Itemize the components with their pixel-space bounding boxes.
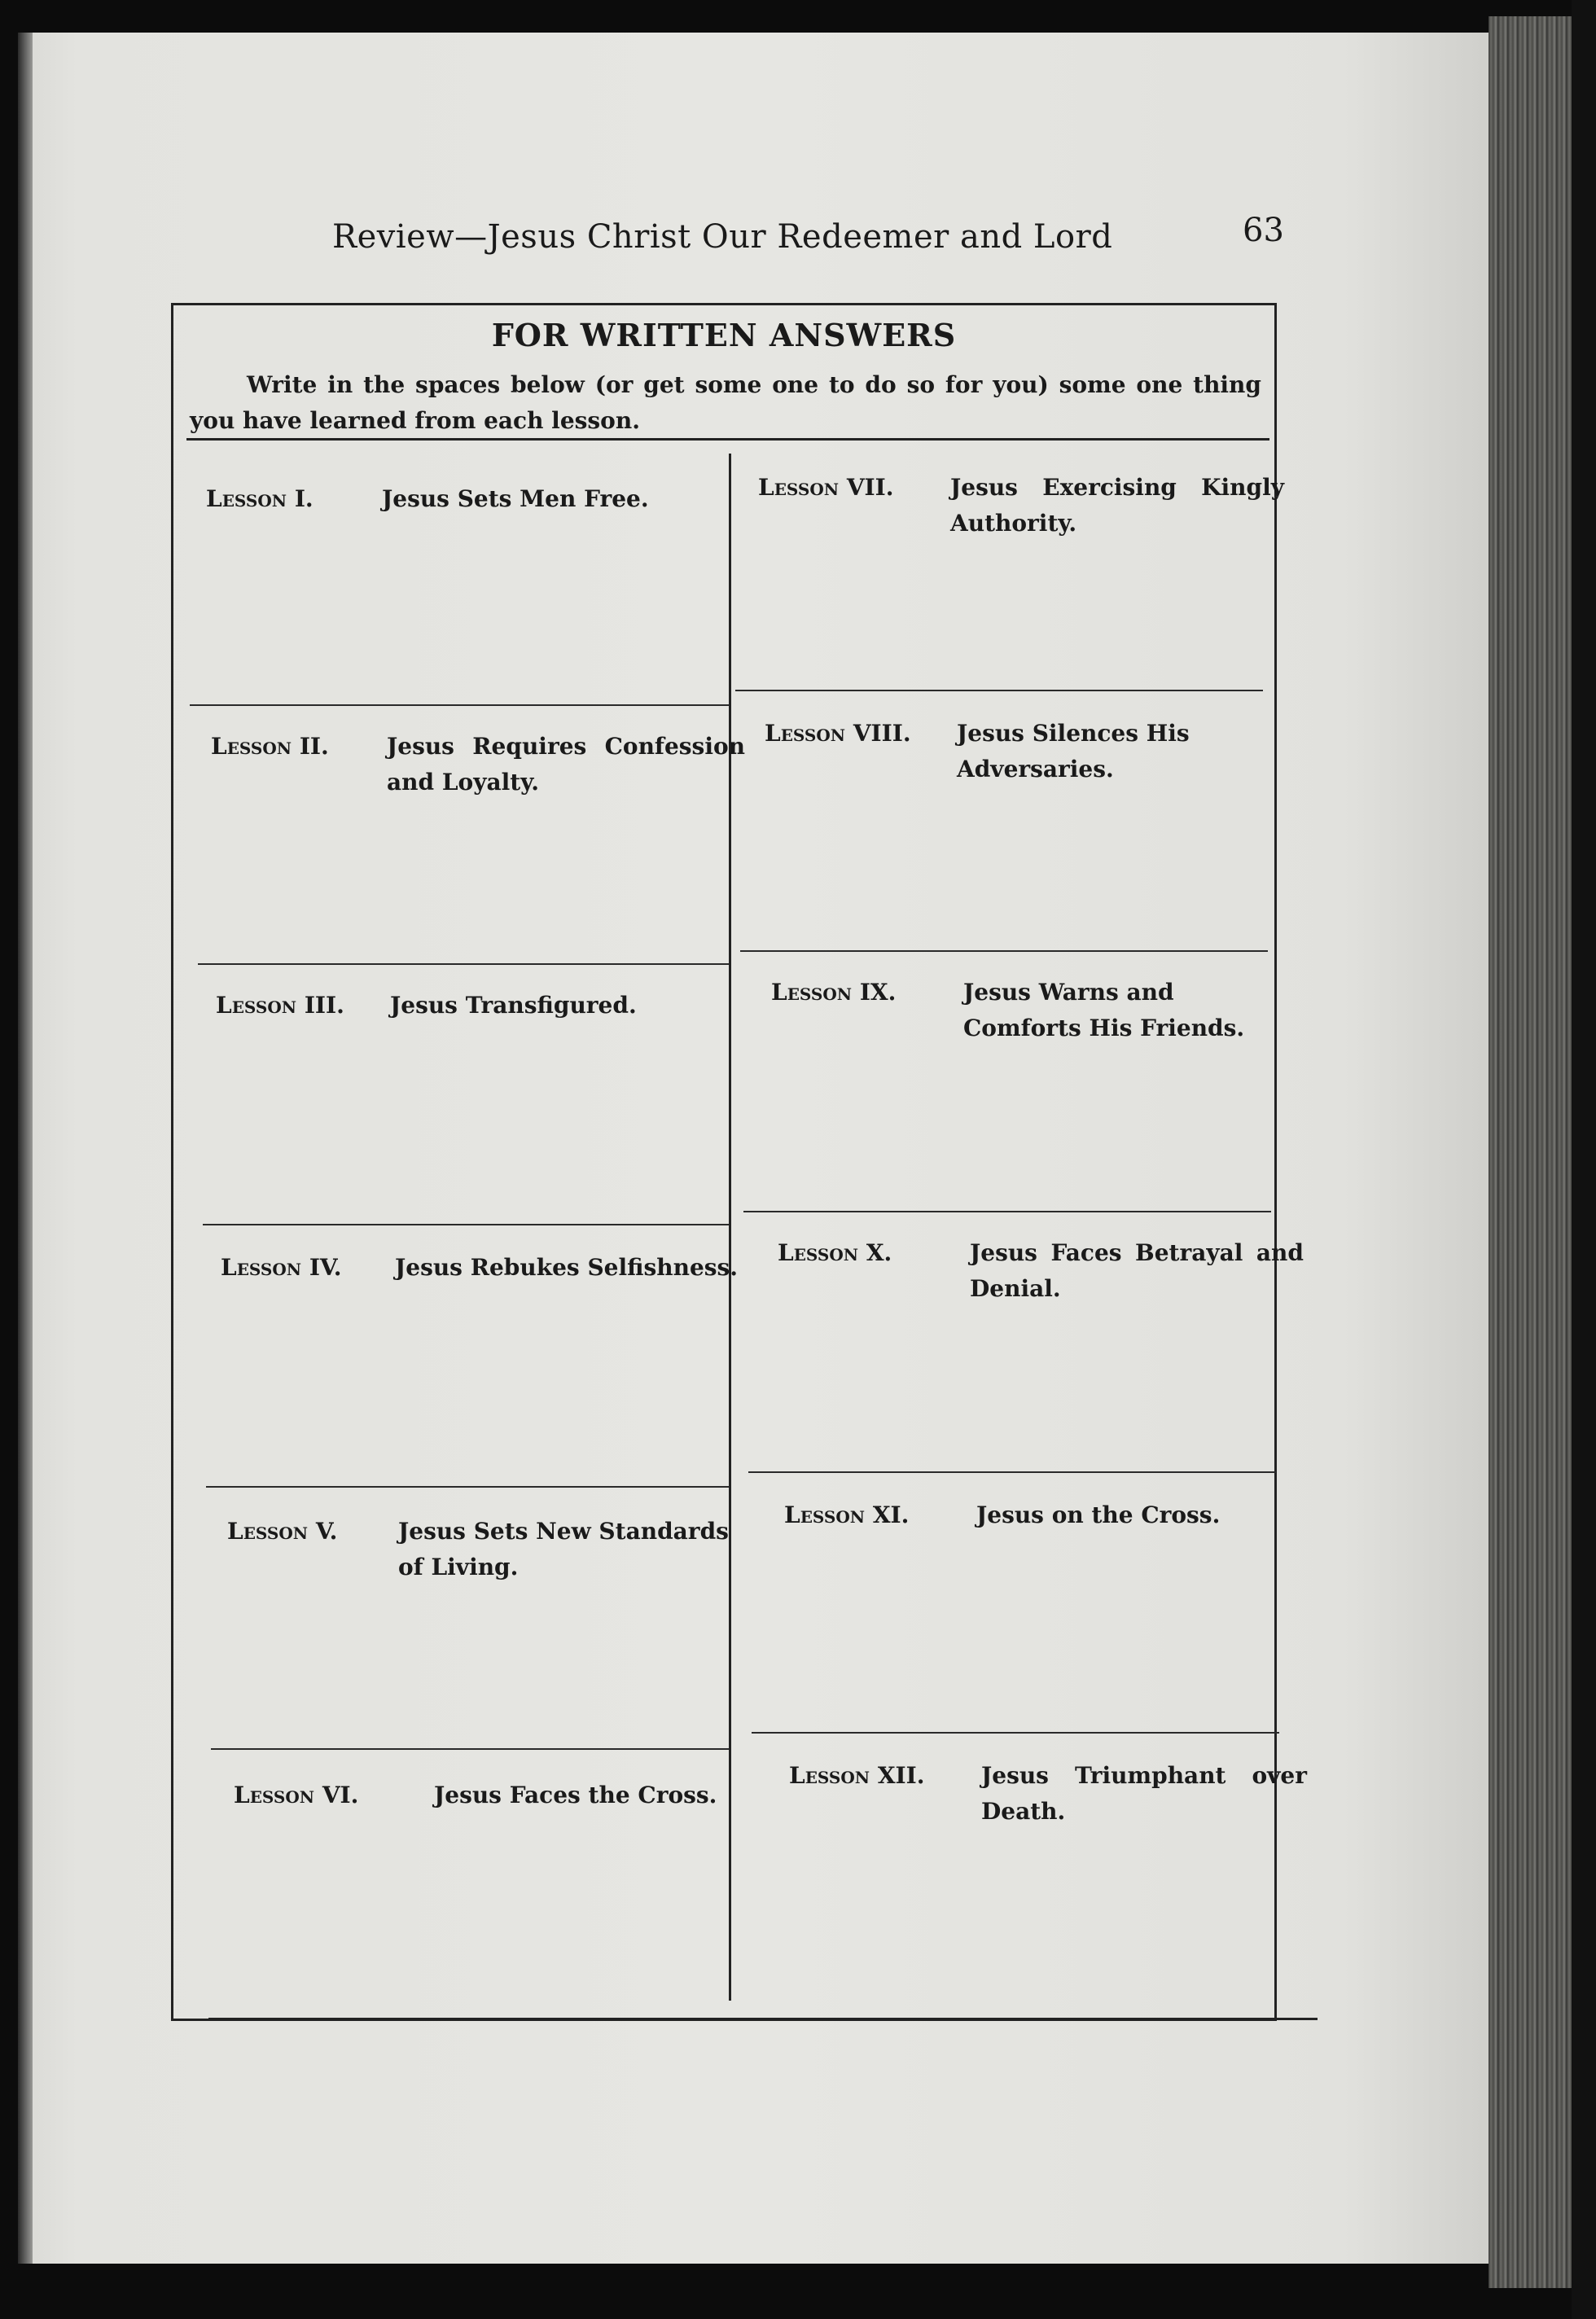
lesson-number: Lesson I.: [206, 485, 314, 512]
lesson-title: Jesus on the Cross.: [976, 1501, 1221, 1528]
section-title: FOR WRITTEN ANSWERS: [491, 317, 957, 353]
box-bottom-rule: [208, 2018, 1318, 2020]
lesson-number: Lesson V.: [227, 1518, 338, 1545]
lesson-title: Jesus Triumphant over Death.: [981, 1762, 1307, 1825]
lesson-title: Jesus Sets New Standards of Living.: [398, 1518, 729, 1580]
row-rule: [740, 950, 1268, 952]
lesson-title: Jesus Silences His Adversaries.: [957, 720, 1190, 782]
header-rule: [186, 438, 1269, 441]
lesson-number: Lesson VIII.: [765, 720, 911, 747]
lesson-title: Jesus Warns and Comforts His Friends.: [963, 979, 1245, 1041]
row-rule: [190, 704, 729, 706]
answer-box: [171, 303, 1307, 2021]
lesson-title: Jesus Transfigured.: [390, 992, 637, 1019]
lesson-number: Lesson XII.: [789, 1762, 925, 1789]
lesson-number: Lesson VI.: [234, 1782, 359, 1808]
lesson-number: Lesson VII.: [758, 474, 894, 501]
page-edges: [1489, 16, 1572, 2288]
lesson-number: Lesson IV.: [221, 1254, 342, 1281]
instructions: Write in the spaces below (or get some one to do so for you) some one thing you have learned from each lesson.: [190, 371, 1261, 434]
lesson-title: Jesus Requires Confession and Loyalty.: [387, 733, 745, 796]
row-rule: [752, 1732, 1279, 1734]
lesson-number: Lesson III.: [216, 992, 344, 1019]
lesson-title: Jesus Faces the Cross.: [434, 1782, 717, 1808]
scan-border: [1572, 0, 1596, 2319]
row-rule: [203, 1224, 729, 1225]
lesson-title: Jesus Faces Betrayal and Denial.: [970, 1239, 1304, 1302]
row-rule: [735, 690, 1263, 691]
lesson-number: Lesson IX.: [771, 979, 897, 1006]
lesson-number: Lesson II.: [211, 733, 329, 760]
lesson-title: Jesus Rebukes Selfishness.: [395, 1254, 739, 1281]
binding-shadow: [18, 33, 33, 2264]
running-head: Review—Jesus Christ Our Redeemer and Lord: [332, 218, 1113, 256]
lesson-title: Jesus Exercising Kingly Authority.: [950, 474, 1284, 537]
lesson-number: Lesson X.: [778, 1239, 892, 1266]
row-rule: [748, 1471, 1276, 1473]
row-rule: [206, 1486, 729, 1488]
row-rule: [198, 963, 729, 965]
lesson-title: Jesus Sets Men Free.: [382, 485, 649, 512]
page-number: 63: [1243, 212, 1284, 249]
column-divider: [729, 454, 731, 2001]
row-rule: [211, 1748, 729, 1750]
row-rule: [743, 1211, 1271, 1212]
lesson-number: Lesson XI.: [784, 1501, 910, 1528]
